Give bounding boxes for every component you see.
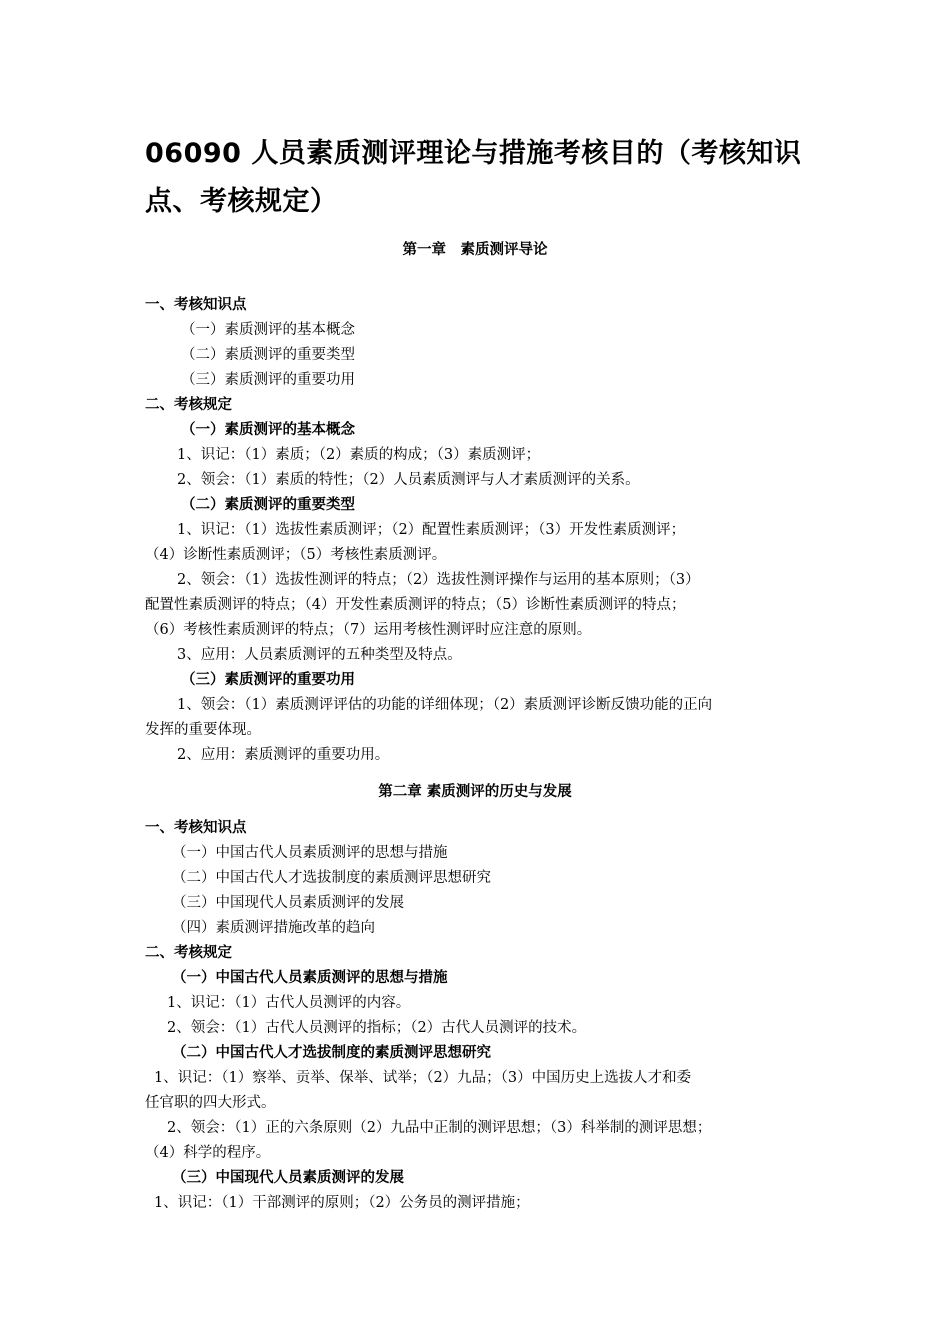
ch2-section-heading: （一）中国古代人员素质测评的思想与措施: [172, 970, 448, 986]
ch1-knowledge-item: （二）素质测评的重要类型: [181, 347, 355, 363]
ch1-knowledge-item: （一）素质测评的基本概念: [181, 322, 355, 338]
ch1-paragraph: 3、应用：人员素质测评的五种类型及特点。: [177, 647, 462, 663]
ch2-section-heading: （三）中国现代人员素质测评的发展: [172, 1170, 404, 1186]
ch1-knowledge-heading: 一、考核知识点: [145, 297, 247, 313]
ch1-paragraph: 1、识记：（1）素质；（2）素质的构成；（3）素质测评；: [177, 447, 541, 463]
ch2-paragraph: 2、领会：（1）古代人员测评的指标；（2）古代人员测评的技术。: [167, 1020, 587, 1036]
ch2-requirement-heading: 二、考核规定: [145, 945, 232, 961]
ch1-paragraph: 发挥的重要体现。: [145, 722, 261, 738]
ch2-knowledge-item: （二）中国古代人才选拔制度的素质测评思想研究: [172, 870, 491, 886]
ch2-section-heading: （二）中国古代人才选拔制度的素质测评思想研究: [172, 1045, 491, 1061]
ch1-requirement-heading: 二、考核规定: [145, 397, 232, 413]
document-title: 06090 人员素质测评理论与措施考核目的（考核知识点、考核规定）: [145, 138, 802, 217]
chapter-2-heading: 第二章 素质测评的历史与发展: [378, 784, 572, 800]
ch2-knowledge-heading: 一、考核知识点: [145, 820, 247, 836]
ch1-paragraph: 1、识记：（1）选拔性素质测评；（2）配置性素质测评；（3）开发性素质测评；: [177, 522, 686, 538]
ch1-section-heading: （二）素质测评的重要类型: [181, 497, 355, 513]
ch1-section-heading: （一）素质测评的基本概念: [181, 422, 355, 438]
ch1-paragraph: 2、领会：（1）素质的特性；（2）人员素质测评与人才素质测评的关系。: [177, 472, 640, 488]
ch1-paragraph: 1、领会：（1）素质测评评估的功能的详细体现；（2）素质测评诊断反馈功能的正向: [177, 697, 713, 713]
ch1-paragraph: 2、应用：素质测评的重要功用。: [177, 747, 390, 763]
ch2-paragraph: 2、领会：（1）正的六条原则（2）九品中正制的测评思想；（3）科举制的测评思想；: [167, 1120, 712, 1136]
ch2-paragraph: （4）科学的程序。: [145, 1145, 271, 1161]
ch2-paragraph: 1、识记：（1）察举、贡举、保举、试举；（2）九品；（3）中国历史上选拔人才和委: [154, 1070, 692, 1086]
ch1-paragraph: （6）考核性素质测评的特点；（7）运用考核性测评时应注意的原则。: [145, 622, 592, 638]
ch2-knowledge-item: （三）中国现代人员素质测评的发展: [172, 895, 404, 911]
chapter-1-heading: 第一章 素质测评导论: [402, 242, 548, 258]
ch1-section-heading: （三）素质测评的重要功用: [181, 672, 355, 688]
ch2-knowledge-item: （一）中国古代人员素质测评的思想与措施: [172, 845, 448, 861]
ch1-knowledge-item: （三）素质测评的重要功用: [181, 372, 355, 388]
ch1-paragraph: 配置性素质测评的特点；（4）开发性素质测评的特点；（5）诊断性素质测评的特点；: [145, 597, 686, 613]
ch2-paragraph: 1、识记：（1）古代人员测评的内容。: [167, 995, 411, 1011]
ch2-paragraph: 任官职的四大形式。: [145, 1095, 276, 1111]
ch1-paragraph: （4）诊断性素质测评；（5）考核性素质测评。: [145, 547, 447, 563]
ch1-paragraph: 2、领会：（1）选拔性测评的特点；（2）选拔性测评操作与运用的基本原则；（3）: [177, 572, 700, 588]
ch2-knowledge-item: （四）素质测评措施改革的趋向: [172, 920, 375, 936]
ch2-paragraph: 1、识记：（1）干部测评的原则；（2）公务员的测评措施；: [154, 1195, 530, 1211]
